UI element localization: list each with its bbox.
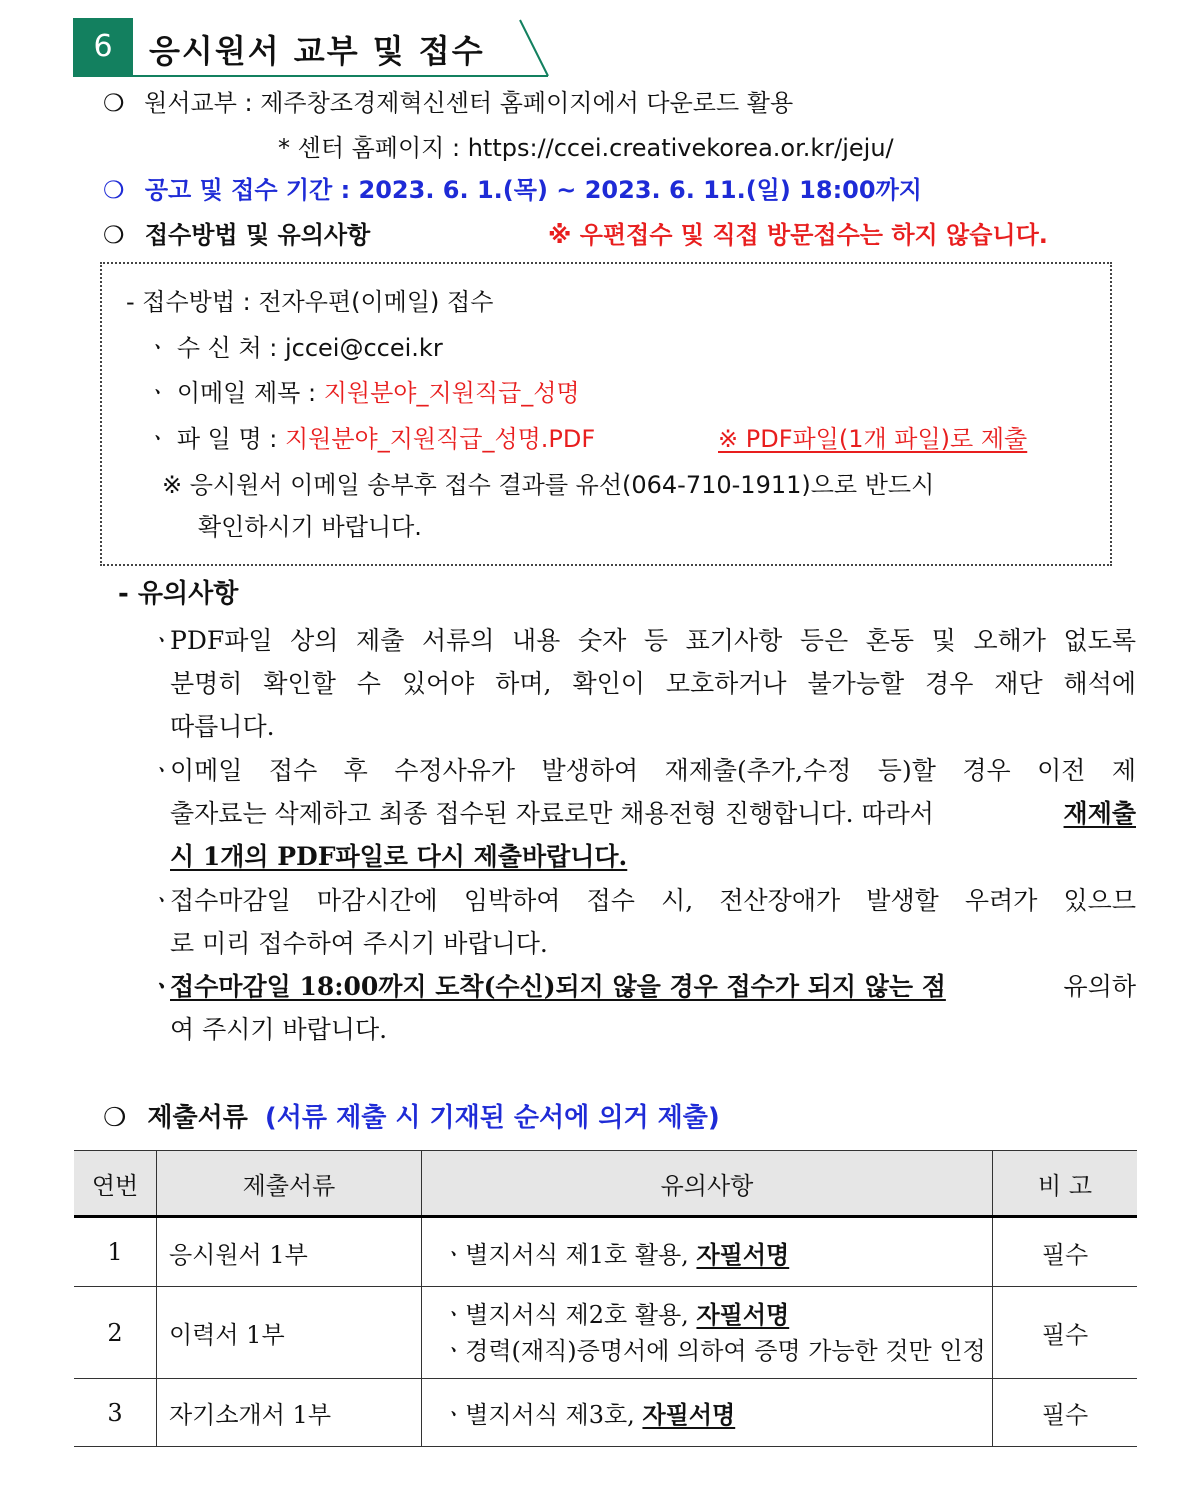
caution-line: 접수마감일 마감시간에 임박하여 접수 시, 전산장애가 발생할 우려가 있으므 — [170, 886, 1136, 915]
row-document: 이력서 1부 — [157, 1287, 422, 1379]
table-header-row — [74, 1151, 1137, 1217]
row-document: 자기소개서 1부 — [157, 1379, 422, 1447]
resubmit-emphasis-line: 시 1개의 PDF파일로 다시 제출바랍니다. — [170, 842, 628, 871]
email-subject-label: ㆍ 이메일 제목 : — [146, 379, 324, 407]
note-text: ㆍ별지서식 제1호 활용, — [442, 1240, 697, 1269]
caution-line: 분명히 확인할 수 있어야 하며, 확인이 모호하거나 불가능할 경우 재단 해석에 — [170, 669, 1136, 698]
confirm-line-2: 확인하시기 바랍니다. — [198, 513, 422, 541]
application-period — [103, 173, 922, 207]
column-header: 유의사항 — [422, 1151, 993, 1217]
caution-bullet: ㆍ — [150, 972, 174, 1001]
table-row — [74, 1217, 1137, 1287]
row-number: 1 — [74, 1217, 157, 1287]
caution-item-4 — [170, 965, 1136, 1051]
note-line: ㆍ경력(재직)증명서에 의하여 증명 가능한 것만 인정 — [442, 1336, 986, 1365]
caution-line: 로 미리 접수하여 주시기 바랍니다. — [170, 929, 548, 958]
caution-line — [170, 792, 1136, 835]
method-heading — [103, 218, 370, 252]
caution-line: PDF파일 상의 제출 서류의 내용 숫자 등 표기사항 등은 혼동 및 오해가 없도록 — [170, 626, 1136, 655]
documents-heading-note: (서류 제출 시 기재된 순서에 의거 제출) — [264, 1103, 720, 1133]
caution-line — [170, 965, 1136, 1008]
email-subject-value: 지원분야_지원직급_성명 — [323, 379, 580, 407]
row-document: 응시원서 1부 — [157, 1217, 422, 1287]
email-subject-line — [146, 376, 580, 410]
cautions-heading: - 유의사항 — [118, 579, 239, 609]
column-header: 제출서류 — [157, 1151, 422, 1217]
method-line: - 접수방법 : 전자우편(이메일) 접수 — [126, 288, 494, 316]
caution-line: 따릅니다. — [170, 712, 275, 741]
table-row — [74, 1287, 1137, 1379]
recipient-label: ㆍ 수 신 처 : — [146, 334, 285, 362]
application-period-text: 공고 및 접수 기간 : 2023. 6. 1.(목) ~ 2023. 6. 11.(일) 18:00까지 — [144, 176, 922, 204]
table-row — [74, 1379, 1137, 1447]
signature-emphasis: 자필서명 — [696, 1239, 790, 1269]
caution-bullet: ㆍ — [150, 757, 174, 785]
column-header: 비 고 — [993, 1151, 1138, 1217]
distribution-text: 원서교부 : 제주창조경제혁신센터 홈페이지에서 다운로드 활용 — [144, 89, 794, 117]
caution-line: 여 주시기 바랍니다. — [170, 1015, 388, 1044]
row-remark: 필수 — [993, 1287, 1138, 1379]
circle-bullet-icon: ❍ — [103, 176, 125, 204]
deadline-emphasis: 접수마감일 18:00까지 도착(수신)되지 않을 경우 접수가 되지 않는 점 — [170, 972, 946, 1001]
note-text: ㆍ별지서식 제3호, — [442, 1401, 643, 1429]
recipient-line — [146, 331, 443, 365]
file-name-value: 지원분야_지원직급_성명.PDF — [284, 425, 596, 453]
circle-bullet-icon: ❍ — [103, 221, 125, 249]
documents-heading — [103, 1100, 720, 1136]
row-number: 2 — [74, 1287, 157, 1379]
documents-heading-text: 제출서류 — [147, 1103, 248, 1133]
no-mail-warning: ※ 우편접수 및 직접 방문접수는 하지 않습니다. — [548, 221, 1048, 249]
circle-bullet-icon: ❍ — [103, 89, 125, 117]
row-note — [422, 1287, 993, 1379]
section-title: 응시원서 교부 및 접수 — [149, 32, 485, 70]
caution-item-2 — [170, 749, 1136, 878]
row-number: 3 — [74, 1379, 157, 1447]
circle-bullet-icon: ❍ — [103, 1103, 127, 1133]
file-name-label: ㆍ 파 일 명 : — [146, 425, 285, 453]
section-number: 6 — [73, 18, 133, 76]
row-remark: 필수 — [993, 1217, 1138, 1287]
method-heading-text: 접수방법 및 유의사항 — [144, 221, 371, 249]
signature-emphasis: 자필서명 — [696, 1299, 790, 1329]
row-note — [422, 1217, 993, 1287]
caution-line-text: 출자료는 삭제하고 최종 접수된 자료로만 채용전형 진행합니다. 따라서 — [170, 799, 934, 828]
distribution-line — [103, 86, 793, 120]
column-header: 연번 — [74, 1151, 157, 1217]
recipient-email: jccei@ccei.kr — [284, 334, 443, 362]
caution-item-1 — [170, 619, 1136, 748]
signature-emphasis: 자필서명 — [642, 1400, 736, 1429]
confirm-line-1: ※ 응시원서 이메일 송부후 접수 결과를 유선(064-710-1911)으로 반드시 — [162, 471, 935, 499]
note-line — [442, 1297, 991, 1333]
caution-bullet: ㆍ — [150, 887, 174, 915]
resubmit-emphasis: 재제출 — [1063, 799, 1136, 828]
row-remark: 필수 — [993, 1379, 1138, 1447]
caution-line: 이메일 접수 후 수정사유가 발생하여 재제출(추가,수정 등)할 경우 이전 제 — [170, 756, 1136, 785]
homepage-line: * 센터 홈페이지 : https://ccei.creativekorea.or.kr/jeju/ — [278, 134, 894, 162]
caution-item-3 — [170, 879, 1136, 965]
pdf-note: ※ PDF파일(1개 파일)로 제출 — [718, 425, 1028, 453]
caution-line-text: 유의하 — [1063, 972, 1136, 1001]
caution-bullet: ㆍ — [150, 627, 174, 655]
file-name-line — [146, 422, 595, 456]
row-note — [422, 1379, 993, 1447]
documents-table — [74, 1150, 1137, 1447]
section-header — [73, 18, 553, 78]
note-text: ㆍ별지서식 제2호 활용, — [442, 1300, 697, 1329]
